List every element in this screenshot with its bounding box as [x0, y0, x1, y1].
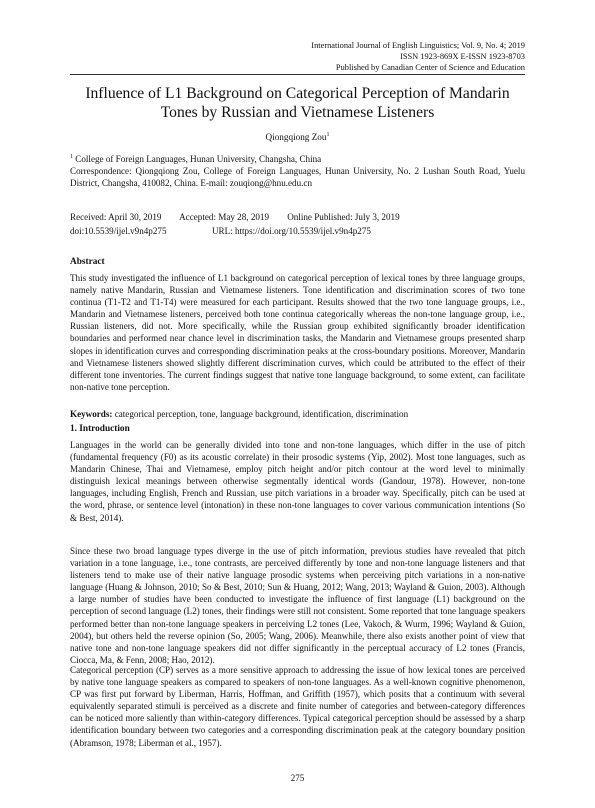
body-paragraph: Since these two broad language types diverge in the use of pitch information, previous studies have revealed that pitch variation in a tone language, i.e., tone contrasts, are perceived differently by tone and non-tone language listeners and that listeners tend to make use of their native language prosodic systems when perceiving pitch variations in a non-native language (Huang & Johnson, 2010; So & Best, 2010; Sun & Huang, 2012; Wang, 2013; Wayland & Guion, 2003). Although a large number of studies have been conducted to investigate the influence of first language (L1) background on the perception of second language (L2) tones, their findings were still not consistent. Some reported that tone language speakers performed better than non-tone language speakers in perceiving L2 tones (Lee, Vakoch, & Wurm, 1996; Wayland & Guion, 2004), but others held the reverse opinion (So, 2005; Wang, 2006). Meanwhile, there also exists another point of view that native tone and non-tone language speakers did not differ significantly in the perceptual accuracy of L2 tones (Francis, Ciocca, Ma, & Fenn, 2008; Hao, 2012).	[70, 546, 525, 665]
affiliation-text: College of Foreign Languages, Hunan University, Changsha, China	[73, 154, 322, 165]
abstract-text: This study investigated the influence of L1 background on categorical perception of lexical tones by three language groups, namely native Mandarin, Russian and Vietnamese listeners. Tone identification and discrimination scores of two tone continua (T1-T2 and T1-T4) were measured for each participant. Results showed that the two tone language groups, i.e., Mandarin and Vietnamese listeners, perceived both tone continua categorically whereas the non-tone language group, i.e., Russian listeners, did not. More specifically, while the Russian group exhibited significantly broader identification boundaries and performed near chance level in discrimination tasks, the Mandarin and Vietnamese groups presented sharp slopes in identification curves and corresponding discrimination peaks at the cross-boundary positions. Moreover, Mandarin and Vietnamese listeners showed slightly different discrimination curves, which could be attributed to the effect of their different tone inventories. The current findings suggest that native tone language background, to some extent, can facilitate non-native tone perception.	[70, 273, 525, 392]
affiliation-marker: 1	[70, 154, 73, 160]
author-affiliation-marker: 1	[326, 132, 330, 138]
section-heading-introduction: 1. Introduction	[70, 424, 130, 434]
keywords-text: categorical perception, tone, language background, identification, discrimination	[112, 409, 409, 419]
header-divider	[70, 74, 525, 75]
journal-citation: International Journal of English Linguistics; Vol. 9, No. 4; 2019	[311, 41, 525, 50]
author-line	[70, 132, 525, 142]
body-paragraph: Languages in the world can be generally divided into tone and non-tone languages, which differ in the use of pitch (fundamental frequency (F0) as its acoustic correlate) in their prosodic systems (Yip, 2002). Most tone languages, such as Mandarin Chinese, Thai and Vietnamese, employ pitch height and/or pitch contour at the word level to minimally distinguish lexical meanings between otherwise segmentally identical words (Gandour, 1978). However, non-tone languages, including English, French and Russian, use pitch variations in a broader way. Specifically, pitch can be used at the word, phrase, or sentence level (intonation) in these non-tone languages to cover various communication intentions (So & Best, 2014).	[70, 440, 525, 523]
article-title: Influence of L1 Background on Categorical Perception of Mandarin Tones by Russian and Vietnamese Listeners	[85, 85, 510, 121]
keywords-label: Keywords:	[70, 409, 113, 419]
publication-dates: Received: April 30, 2019 Accepted: May 28, 2019 Online Published: July 3, 2019	[70, 212, 400, 222]
publisher-line: Published by Canadian Center of Science and Education	[335, 63, 525, 72]
author-name: Qiongqiong Zou	[265, 132, 327, 143]
page-number: 275	[290, 773, 305, 783]
body-paragraph: Categorical perception (CP) serves as a more sensitive approach to addressing the issue of how lexical tones are perceived by native tone language speakers as compared to speakers of non-tone languages. As a well-known cognitive phenomenon, CP was first put forward by Liberman, Harris, Hoffman, and Griffith (1957), which posits that a continuum with several equivalently separated stimuli is perceived as a discrete and finite number of categories and between-category differences can be noticed more saliently than within-category differences. Typical categorical perception should be assessed by a sharp identification boundary between two categories and a corresponding discrimination peak at the category boundary position (Abramson, 1978; Liberman et al., 1957).	[70, 665, 525, 748]
running-header	[311, 40, 525, 73]
correspondence: Correspondence: Qiongqiong Zou, College of Foreign Languages, Hunan University, No. 2 Lushan South Road, Yuelu District, Changsha, 410082, China. E-mail: zouqiong@hnu.edu.cn	[70, 166, 525, 189]
abstract-heading: Abstract	[70, 257, 105, 267]
affiliation	[70, 151, 525, 165]
keywords	[70, 408, 525, 420]
doi-url-line: doi:10.5539/ijel.v9n4p275 URL: https://doi.org/10.5539/ijel.v9n4p275	[70, 226, 371, 236]
issn-line: ISSN 1923-869X E-ISSN 1923-8703	[400, 52, 525, 61]
